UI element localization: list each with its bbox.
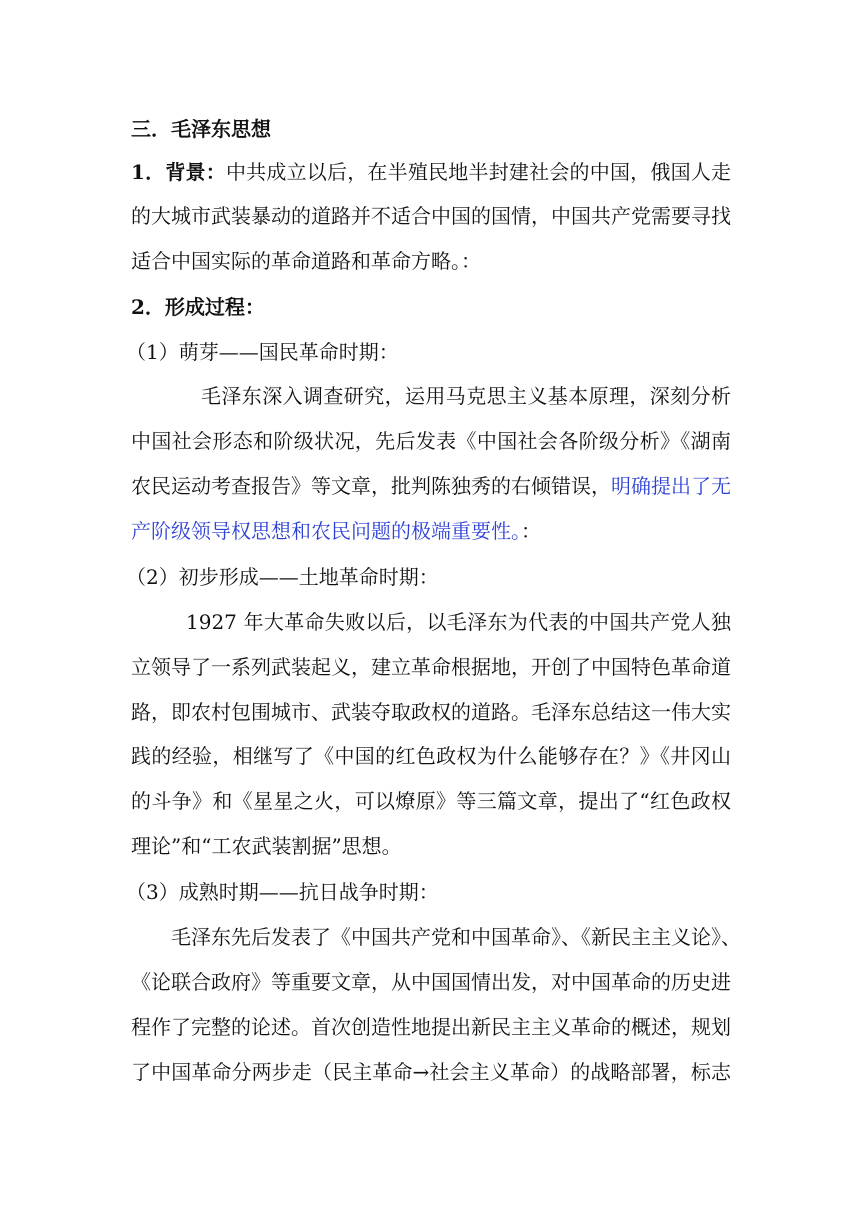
stage-1-line-3-highlight: 明确提出了无 — [611, 474, 731, 498]
stage-1-heading: （1）萌芽——国民革命时期： — [126, 340, 399, 364]
background-line-3: 适合中国实际的革命道路和革命方略。： — [131, 249, 481, 273]
stage-1-line-1: 毛泽东深入调查研究，运用马克思主义基本原理，深刻分析 — [201, 384, 731, 408]
stage-3-line-2: 《论联合政府》等重要文章，从中国国情出发，对中国革命的历史进 — [131, 970, 731, 994]
stage-3-line-3: 程作了完整的论述。首次创造性地提出新民主主义革命的概述，规划 — [131, 1015, 731, 1039]
formation-title: 2．形成过程： — [131, 295, 265, 319]
stage-3-line-4: 了中国革命分两步走（民主革命→社会主义革命）的战略部署，标志 — [131, 1060, 731, 1084]
stage-1-line-3-plain: 农民运动考查报告》等文章，批判陈独秀的右倾错误， — [131, 474, 611, 498]
stage-2-line-1: 1927 年大革命失败以后，以毛泽东为代表的中国共产党人独 — [186, 610, 731, 634]
stage-2-heading: （2）初步形成——土地革命时期： — [126, 565, 439, 589]
stage-2-line-3: 路，即农村包围城市、武装夺取政权的道路。毛泽东总结这一伟大实 — [131, 700, 731, 724]
stage-1-line-4 — [131, 516, 731, 546]
stage-2-line-2: 立领导了一系列武装起义，建立革命根据地，开创了中国特色革命道 — [131, 655, 731, 679]
stage-2-line-4: 践的经验，相继写了《中国的红色政权为什么能够存在？》《井冈山 — [131, 744, 731, 768]
stage-3-line-1: 毛泽东先后发表了《中国共产党和中国革命》、《新民主主义论》、 — [171, 925, 741, 949]
background-line-1-text: 中共成立以后，在半殖民地半封建社会的中国，俄国人走 — [225, 160, 731, 184]
stage-1-line-4-highlight: 产阶级领导权思想和农民问题的极端重要性。 — [131, 519, 521, 543]
background-label: 1．背景： — [131, 160, 226, 184]
stage-2-line-6: 理论”和“工农武装割据”思想。 — [131, 834, 402, 858]
stage-1-line-2: 中国社会形态和阶级状况，先后发表《中国社会各阶级分析》《湖南 — [131, 429, 731, 453]
stage-2-line-5: 的斗争》和《星星之火，可以燎原》等三篇文章，提出了“红色政权 — [131, 789, 731, 813]
stage-1-line-3 — [131, 471, 731, 501]
stage-1-line-4-tail: ： — [521, 519, 541, 543]
background-line-1 — [131, 157, 731, 187]
stage-3-heading: （3）成熟时期——抗日战争时期： — [126, 880, 439, 904]
section-title: 三．毛泽东思想 — [131, 117, 271, 141]
background-line-2: 的大城市武装暴动的道路并不适合中国的国情，中国共产党需要寻找 — [131, 204, 731, 228]
